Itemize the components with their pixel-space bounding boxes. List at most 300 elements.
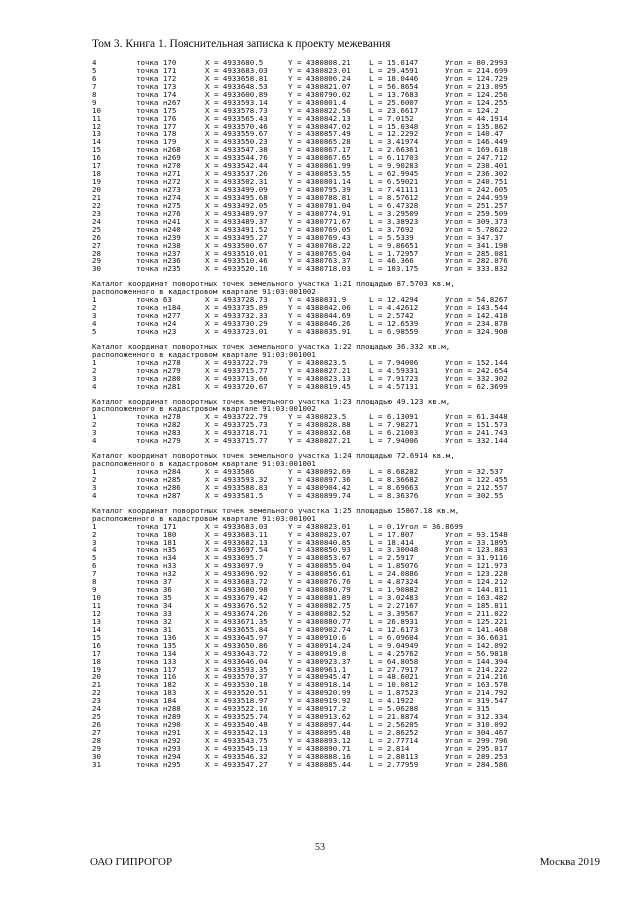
y-coordinate: Y = 4380842.06 <box>288 303 351 313</box>
direction-angle: Угол = 123.883 <box>445 545 508 555</box>
x-coordinate: X = 4933525.74 <box>205 712 268 722</box>
direction-angle: Угол = 312.334 <box>445 712 508 722</box>
segment-length: L = 6.21003 <box>369 428 419 438</box>
direction-angle: Угол = 332.144 <box>445 436 508 446</box>
direction-angle: Угол = 241.743 <box>445 428 508 438</box>
point-name: точка н276 <box>136 208 181 218</box>
point-index: 22 <box>92 688 101 698</box>
point-index: 26 <box>92 720 101 730</box>
point-index: 5 <box>92 553 97 563</box>
segment-length: L = 6.98559 <box>369 326 419 336</box>
direction-angle: Угол = 251.257 <box>445 200 508 210</box>
segment-length: L = 21.8874 <box>369 712 419 722</box>
x-coordinate: X = 4933500.67 <box>205 240 268 250</box>
point-name: точка н274 <box>136 192 181 202</box>
point-name: точка н272 <box>136 177 181 187</box>
y-coordinate: Y = 4380856.61 <box>288 569 351 579</box>
point-name: точка 174 <box>136 89 177 99</box>
x-coordinate: X = 4933682.13 <box>205 537 268 547</box>
point-name: точка 35 <box>136 593 172 603</box>
point-name: точка н271 <box>136 169 181 179</box>
section-title-line: расположенного в кадастровом квартале 91:03:001001 <box>92 513 316 523</box>
x-coordinate: X = 4933732.33 <box>205 311 268 321</box>
point-name: точка 34 <box>136 601 172 610</box>
point-name: точка 176 <box>136 113 177 123</box>
y-coordinate: Y = 4380821.07 <box>288 81 351 91</box>
y-coordinate: Y = 4380910.6 <box>288 632 347 642</box>
point-index: 20 <box>92 185 101 194</box>
y-coordinate: Y = 4380718.03 <box>288 264 351 274</box>
y-coordinate: Y = 4380853.55 <box>288 169 351 179</box>
point-index: 21 <box>92 680 101 690</box>
point-index: 14 <box>92 137 101 147</box>
y-coordinate: Y = 4380765.04 <box>288 248 351 258</box>
segment-length: L = 25.6007 <box>369 97 419 107</box>
segment-length: L = 6.11703 <box>369 153 419 163</box>
y-coordinate: Y = 4380844.69 <box>288 311 351 321</box>
point-index: 22 <box>92 200 101 210</box>
point-name: точка 33 <box>136 608 172 618</box>
x-coordinate: X = 4933593.14 <box>205 97 268 107</box>
x-coordinate: X = 4933648.53 <box>205 81 268 91</box>
x-coordinate: X = 4933542.44 <box>205 161 268 171</box>
y-coordinate: Y = 4380897.44 <box>288 720 351 730</box>
segment-length: L = 7.91723 <box>369 373 419 383</box>
x-coordinate: X = 4933674.26 <box>205 608 268 618</box>
direction-angle: Угол = 144.394 <box>445 656 508 666</box>
point-index: 3 <box>92 428 97 438</box>
point-name: точка н295 <box>136 759 181 769</box>
catalog-section <box>92 59 612 273</box>
direction-angle: Угол = 214.792 <box>445 688 508 698</box>
x-coordinate: X = 4933722.79 <box>205 412 268 422</box>
direction-angle: Угол = 214.699 <box>445 65 508 75</box>
point-index: 21 <box>92 192 101 202</box>
point-index: 11 <box>92 113 101 123</box>
point-index: 5 <box>92 65 97 75</box>
direction-angle: Угол = 333.832 <box>445 264 508 274</box>
segment-length: L = 23.6617 <box>369 105 419 115</box>
x-coordinate: X = 4933510.01 <box>205 248 268 258</box>
direction-angle: Угол = 163.578 <box>445 680 508 690</box>
y-coordinate: Y = 4380945.47 <box>288 672 351 682</box>
point-name: точка 181 <box>136 537 177 547</box>
y-coordinate: Y = 4380823.01 <box>288 521 351 531</box>
segment-length: L = 24.0886 <box>369 569 419 579</box>
segment-length: L = 8.57612 <box>369 192 419 202</box>
x-coordinate: X = 4933542.13 <box>205 728 268 737</box>
x-coordinate: X = 4933655.84 <box>205 624 268 634</box>
segment-length: L = 2.77714 <box>369 735 419 745</box>
y-coordinate: Y = 4380882.75 <box>288 601 351 610</box>
x-coordinate: X = 4933543.75 <box>205 735 268 745</box>
x-coordinate: X = 4933540.48 <box>205 720 268 730</box>
page-header-title: Том 3. Книга 1. Пояснительная записка к проекту межевания <box>92 38 391 50</box>
segment-length: L = 4.42612 <box>369 303 419 313</box>
direction-angle: Угол = 284.586 <box>445 759 508 769</box>
x-coordinate: X = 4933581.5 <box>205 490 264 500</box>
point-name: точка н283 <box>136 428 181 438</box>
x-coordinate: X = 4933510.46 <box>205 256 268 266</box>
y-coordinate: Y = 4380888.16 <box>288 751 351 761</box>
point-index: 3 <box>92 311 97 321</box>
y-coordinate: Y = 4380801.4 <box>288 97 347 107</box>
catalog-section <box>92 336 612 391</box>
page-number: 53 <box>315 842 325 853</box>
y-coordinate: Y = 4380808.21 <box>288 58 351 67</box>
direction-angle: Угол = 341.198 <box>445 240 508 250</box>
direction-angle: Угол = 32.537 <box>445 467 504 476</box>
segment-length: L = 46.366 <box>369 256 414 266</box>
segment-length: L = 3.02483 <box>369 593 419 603</box>
x-coordinate: X = 4933550.23 <box>205 137 268 147</box>
segment-length: L = 3.30048 <box>369 545 419 555</box>
direction-angle: Угол = 214.216 <box>445 672 508 682</box>
point-index: 19 <box>92 177 101 187</box>
y-coordinate: Y = 4380822.56 <box>288 105 351 115</box>
y-coordinate: Y = 4380846.26 <box>288 319 351 328</box>
segment-length: L = 13.7683 <box>369 89 419 99</box>
y-coordinate: Y = 4380823.5 <box>288 357 347 367</box>
point-index: 4 <box>92 545 97 555</box>
x-coordinate: X = 4933586 <box>205 467 255 476</box>
point-name: точка н238 <box>136 240 181 250</box>
point-index: 8 <box>92 89 97 99</box>
point-name: точка 136 <box>136 632 177 642</box>
direction-angle: Угол = 240.751 <box>445 177 508 187</box>
x-coordinate: X = 4933645.97 <box>205 632 268 642</box>
x-coordinate: X = 4933697.9 <box>205 561 264 571</box>
coordinate-row <box>92 492 612 500</box>
y-coordinate: Y = 4380828.88 <box>288 420 351 430</box>
direction-angle: Угол = 123.228 <box>445 569 508 579</box>
segment-length: L = 0.1Угол = 36.8699 <box>369 521 464 531</box>
x-coordinate: X = 4933671.35 <box>205 616 268 626</box>
y-coordinate: Y = 4380861.99 <box>288 161 351 171</box>
section-title-line: расположенного в кадастровом квартале 91:03:001001 <box>92 459 316 469</box>
x-coordinate: X = 4933489.37 <box>205 216 268 226</box>
point-name: точка н184 <box>136 303 181 313</box>
y-coordinate: Y = 4380823.13 <box>288 373 351 383</box>
x-coordinate: X = 4933544.76 <box>205 153 268 163</box>
direction-angle: Угол = 236.302 <box>445 169 508 179</box>
x-coordinate: X = 4933683.11 <box>205 529 268 539</box>
point-name: точка н285 <box>136 474 181 484</box>
point-index: 15 <box>92 632 101 642</box>
x-coordinate: X = 4933728.73 <box>205 295 268 305</box>
segment-length: L = 4.59331 <box>369 365 419 375</box>
x-coordinate: X = 4933696.92 <box>205 569 268 579</box>
direction-angle: Угол = 282.076 <box>445 256 508 266</box>
direction-angle: Угол = 302.55 <box>445 490 504 500</box>
y-coordinate: Y = 4380867.17 <box>288 145 351 155</box>
point-index: 12 <box>92 121 101 131</box>
coordinate-catalog <box>92 59 612 769</box>
x-coordinate: X = 4933680.5 <box>205 58 264 67</box>
y-coordinate: Y = 4380763.37 <box>288 256 351 266</box>
point-name: точка н23 <box>136 326 177 336</box>
point-index: 7 <box>92 81 97 91</box>
x-coordinate: X = 4933546.32 <box>205 751 268 761</box>
x-coordinate: X = 4933547.38 <box>205 145 268 155</box>
x-coordinate: X = 4933715.77 <box>205 365 268 375</box>
point-index: 6 <box>92 73 97 83</box>
segment-length: L = 3.29509 <box>369 208 419 218</box>
point-name: точка н291 <box>136 728 181 737</box>
segment-length: L = 2.814 <box>369 743 410 753</box>
x-coordinate: X = 4933683.03 <box>205 521 268 531</box>
point-index: 8 <box>92 577 97 587</box>
direction-angle: Угол = 213.095 <box>445 81 508 91</box>
x-coordinate: X = 4933735.89 <box>205 303 268 313</box>
x-coordinate: X = 4933520.16 <box>205 264 268 274</box>
point-name: точка н279 <box>136 365 181 375</box>
x-coordinate: X = 4933695.7 <box>205 553 264 563</box>
point-index: 18 <box>92 169 101 179</box>
point-index: 1 <box>92 412 97 422</box>
y-coordinate: Y = 4380913.62 <box>288 712 351 722</box>
point-index: 14 <box>92 624 101 634</box>
y-coordinate: Y = 4380827.21 <box>288 436 351 446</box>
point-name: точка н273 <box>136 185 181 194</box>
y-coordinate: Y = 4380899.74 <box>288 490 351 500</box>
point-name: точка н24 <box>136 319 177 328</box>
direction-angle: Угол = 347.37 <box>445 232 504 242</box>
y-coordinate: Y = 4380918.14 <box>288 680 351 690</box>
x-coordinate: X = 4933530.18 <box>205 680 268 690</box>
direction-angle: Угол = 135.862 <box>445 121 508 131</box>
direction-angle: Угол = 142.092 <box>445 640 508 650</box>
coordinate-row <box>92 761 612 769</box>
point-index: 29 <box>92 743 101 753</box>
x-coordinate: X = 4933713.66 <box>205 373 268 383</box>
y-coordinate: Y = 4380840.85 <box>288 537 351 547</box>
section-title-line: Каталог координат поворотных точек земельного участка 1:25 площадью 15867.18 кв.м, <box>92 505 460 515</box>
point-index: 2 <box>92 303 97 313</box>
y-coordinate: Y = 4380904.42 <box>288 482 351 492</box>
segment-length: L = 29.4591 <box>369 65 419 75</box>
point-name: точка н34 <box>136 553 177 563</box>
y-coordinate: Y = 4380823.5 <box>288 412 347 422</box>
section-title-line: расположенного в кадастровом квартале 91:03:001002 <box>92 287 316 297</box>
point-name: точка 178 <box>136 129 177 139</box>
direction-angle: Угол = 124.2 <box>445 105 499 115</box>
segment-length: L = 7.98271 <box>369 420 419 430</box>
point-name: точка 63 <box>136 295 172 305</box>
y-coordinate: Y = 4380795.39 <box>288 185 351 194</box>
direction-angle: Угол = 259.509 <box>445 208 508 218</box>
segment-length: L = 12.6539 <box>369 319 419 328</box>
x-coordinate: X = 4933600.89 <box>205 89 268 99</box>
y-coordinate: Y = 4380897.36 <box>288 474 351 484</box>
point-index: 2 <box>92 529 97 539</box>
point-name: точка н35 <box>136 545 177 555</box>
x-coordinate: X = 4933646.04 <box>205 656 268 666</box>
y-coordinate: Y = 4380880.77 <box>288 616 351 626</box>
direction-angle: Угол = 214.222 <box>445 664 508 674</box>
point-name: точка 170 <box>136 58 177 67</box>
point-name: точка н280 <box>136 373 181 383</box>
segment-length: L = 9.86651 <box>369 240 419 250</box>
point-name: точка н270 <box>136 161 181 171</box>
coordinate-row <box>92 265 612 273</box>
segment-length: L = 12.4294 <box>369 295 419 305</box>
point-index: 11 <box>92 601 101 610</box>
point-name: точка н286 <box>136 482 181 492</box>
x-coordinate: X = 4933718.71 <box>205 428 268 438</box>
point-index: 4 <box>92 490 97 500</box>
y-coordinate: Y = 4380790.02 <box>288 89 351 99</box>
point-name: точка н287 <box>136 490 181 500</box>
point-name: точка 133 <box>136 656 177 666</box>
point-index: 23 <box>92 208 101 218</box>
point-name: точка 116 <box>136 672 177 682</box>
point-index: 10 <box>92 593 101 603</box>
point-index: 12 <box>92 608 101 618</box>
segment-length: L = 4.57131 <box>369 381 419 391</box>
direction-angle: Угол = 93.1548 <box>445 529 508 539</box>
y-coordinate: Y = 4380768.22 <box>288 240 351 250</box>
point-index: 7 <box>92 569 97 579</box>
segment-length: L = 103.175 <box>369 264 419 274</box>
point-index: 30 <box>92 751 101 761</box>
direction-angle: Угол = 332.302 <box>445 373 508 383</box>
direction-angle: Угол = 247.712 <box>445 153 508 163</box>
segment-length: L = 7.94006 <box>369 436 419 446</box>
point-index: 2 <box>92 474 97 484</box>
point-name: точка 177 <box>136 121 177 131</box>
x-coordinate: X = 4933545.13 <box>205 743 268 753</box>
y-coordinate: Y = 4380774.91 <box>288 208 351 218</box>
x-coordinate: X = 4933730.29 <box>205 319 268 328</box>
segment-length: L = 2.5742 <box>369 311 414 321</box>
point-index: 1 <box>92 521 97 531</box>
point-name: точка н241 <box>136 216 181 226</box>
y-coordinate: Y = 4380865.28 <box>288 137 351 147</box>
direction-angle: Угол = 62.3699 <box>445 381 508 391</box>
point-index: 4 <box>92 436 97 446</box>
y-coordinate: Y = 4380893.12 <box>288 735 351 745</box>
point-index: 19 <box>92 664 101 674</box>
segment-length: L = 1.90882 <box>369 585 419 595</box>
x-coordinate: X = 4933502.31 <box>205 177 268 187</box>
segment-length: L = 3.7692 <box>369 224 414 234</box>
point-index: 28 <box>92 248 101 258</box>
point-index: 4 <box>92 381 97 391</box>
direction-angle: Угол = 295.017 <box>445 743 508 753</box>
direction-angle: Угол = 142.418 <box>445 311 508 321</box>
segment-length: L = 15.0348 <box>369 121 419 131</box>
direction-angle: Угол = 309.373 <box>445 216 508 226</box>
direction-angle: Угол = 143.544 <box>445 303 508 313</box>
segment-length: L = 27.7917 <box>369 664 419 674</box>
segment-length: L = 12.6173 <box>369 624 419 634</box>
y-coordinate: Y = 4380842.13 <box>288 113 351 123</box>
segment-length: L = 18.414 <box>369 537 414 547</box>
segment-length: L = 48.6021 <box>369 672 419 682</box>
x-coordinate: X = 4933725.73 <box>205 420 268 430</box>
point-index: 3 <box>92 373 97 383</box>
coordinate-row <box>92 328 612 336</box>
point-index: 1 <box>92 357 97 367</box>
y-coordinate: Y = 4380781.04 <box>288 200 351 210</box>
y-coordinate: Y = 4380881.89 <box>288 593 351 603</box>
x-coordinate: X = 4933565.43 <box>205 113 268 123</box>
direction-angle: Угол = 31.9116 <box>445 553 508 563</box>
point-name: точка н288 <box>136 704 181 714</box>
direction-angle: Угол = 285.081 <box>445 248 508 258</box>
segment-length: L = 2.77959 <box>369 759 419 769</box>
point-index: 15 <box>92 145 101 155</box>
direction-angle: Угол = 324.908 <box>445 326 508 336</box>
y-coordinate: Y = 4380920.99 <box>288 688 351 698</box>
direction-angle: Угол = 151.573 <box>445 420 508 430</box>
point-index: 13 <box>92 129 101 139</box>
direction-angle: Угол = 304.467 <box>445 728 508 737</box>
y-coordinate: Y = 4380806.24 <box>288 73 351 83</box>
y-coordinate: Y = 4380919.8 <box>288 648 347 658</box>
point-name: точка н237 <box>136 248 181 258</box>
x-coordinate: X = 4933720.67 <box>205 381 268 391</box>
y-coordinate: Y = 4380823.07 <box>288 529 351 539</box>
x-coordinate: X = 4933683.03 <box>205 65 268 75</box>
point-name: точка 31 <box>136 624 172 634</box>
point-index: 25 <box>92 224 101 234</box>
direction-angle: Угол = 299.796 <box>445 735 508 745</box>
direction-angle: Угол = 169.618 <box>445 145 508 155</box>
y-coordinate: Y = 4380880.79 <box>288 585 351 595</box>
direction-angle: Угол = 163.482 <box>445 593 508 603</box>
direction-angle: Угол = 121.973 <box>445 561 508 571</box>
segment-length: L = 8.68282 <box>369 467 419 476</box>
segment-length: L = 4.25762 <box>369 648 419 658</box>
point-name: точка 36 <box>136 585 172 595</box>
segment-length: L = 4.1922 <box>369 696 414 706</box>
direction-angle: Угол = 238.401 <box>445 161 508 171</box>
point-name: точка н289 <box>136 712 181 722</box>
segment-length: L = 3.41974 <box>369 137 419 147</box>
point-index: 20 <box>92 672 101 682</box>
segment-length: L = 7.0152 <box>369 113 414 123</box>
point-index: 3 <box>92 537 97 547</box>
segment-length: L = 62.9945 <box>369 169 419 179</box>
x-coordinate: X = 4933499.09 <box>205 185 268 194</box>
x-coordinate: X = 4933722.79 <box>205 357 268 367</box>
y-coordinate: Y = 4380835.91 <box>288 326 351 336</box>
y-coordinate: Y = 4380827.21 <box>288 365 351 375</box>
y-coordinate: Y = 4380847.02 <box>288 121 351 131</box>
x-coordinate: X = 4933522.16 <box>205 704 268 714</box>
x-coordinate: X = 4933723.01 <box>205 326 268 336</box>
x-coordinate: X = 4933520.51 <box>205 688 268 698</box>
section-title-line: расположенного в кадастровом квартале 91:03:001001 <box>92 349 316 359</box>
direction-angle: Угол = 211.022 <box>445 608 508 618</box>
y-coordinate: Y = 4380876.76 <box>288 577 351 587</box>
point-name: точка н235 <box>136 264 181 274</box>
y-coordinate: Y = 4380855.04 <box>288 561 351 571</box>
point-index: 29 <box>92 256 101 266</box>
catalog-section <box>92 500 612 769</box>
x-coordinate: X = 4933578.73 <box>205 105 268 115</box>
segment-length: L = 2.56205 <box>369 720 419 730</box>
y-coordinate: Y = 4380857.49 <box>288 129 351 139</box>
segment-length: L = 2.86252 <box>369 728 419 737</box>
direction-angle: Угол = 125.221 <box>445 616 508 626</box>
x-coordinate: X = 4933683.72 <box>205 577 268 587</box>
x-coordinate: X = 4933680.98 <box>205 585 268 595</box>
point-name: точка 32 <box>136 616 172 626</box>
coordinate-row <box>92 383 612 391</box>
